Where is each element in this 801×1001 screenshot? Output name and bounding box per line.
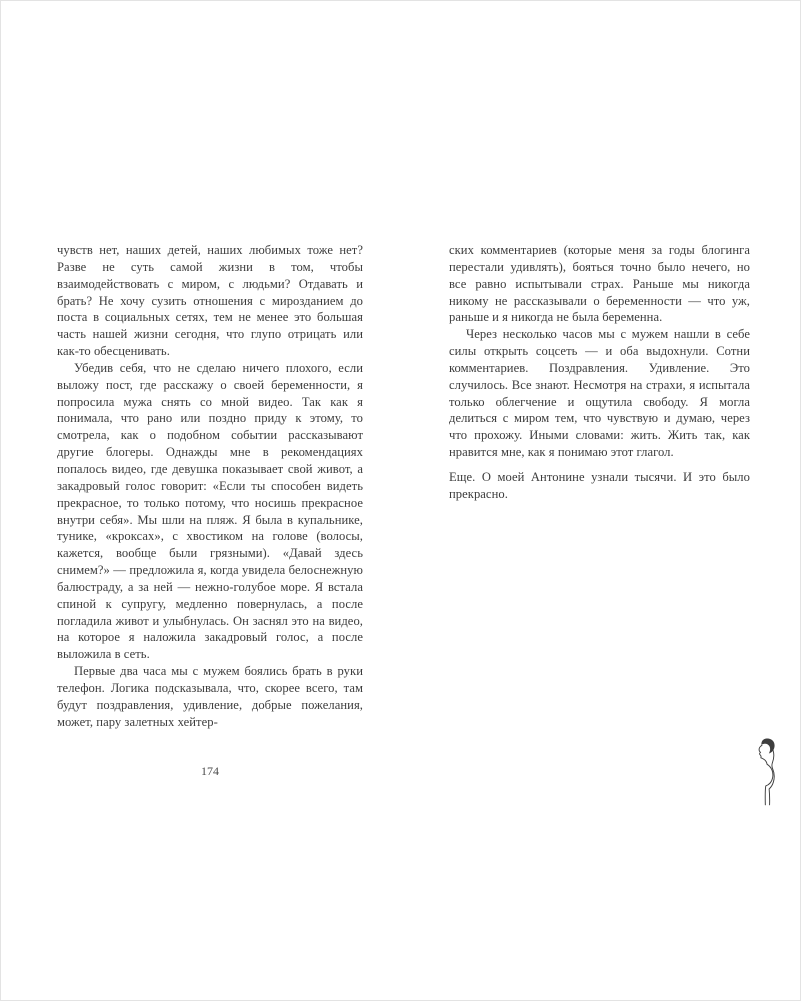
paragraph: Первые два часа мы с мужем боялись брать в руки телефон. Логика подсказывала, что, скорее всего, там будут поздравления, удивление, добрые пожелания, может, пару залетных хейтер- [57,664,363,729]
paragraph: Убедив себя, что не сделаю ничего плохого, если выложу пост, где расскажу о своей беременности, я попросила мужа снять со мной видео. Так как я понимала, что рано или поздно приду к этому, то смотрела, как о подобном событии рассказывают другие блогеры. Однажды мне в рекомендациях попалось видео, где девушка показывает свой живот, а закадровый голос говорит: «Если ты способен видеть прекрасное, то только потому, что носишь прекрасное внутри себя». Мы шли на пляж. Я была в купальнике, тунике, «кроксах», с хвостиком на голове (волосы, кажется, вообще были грязными). «Давай здесь снимем?» — предложила я, когда увидела белоснежную балюстраду, а за ней — нежно-голубое море. Я встала спиной к супругу, медленно повернулась, а после погладила живот и улыбнулась. Он заснял это на видео, на которое я наложила закадровый голос, а после выложила в сеть. [57,360,363,662]
left-page-text [57,242,363,730]
paragraph: чувств нет, наших детей, наших любимых тоже нет? Разве не суть самой жизни в том, чтобы взаимодействовать с миром, с людьми? Отдавать и брать? Не хочу сузить отношения с мирозданием до поста в социальных сетях, тем не менее это большая часть нашей жизни сегодня, что глупо отрицать или как-то обесценивать. [57,243,363,359]
paragraph: Через несколько часов мы с мужем нашли в себе силы открыть соцсеть — и оба выдохнули. Сотни комментариев. Поздравления. Удивление. Это случилось. Все знают. Несмотря на страхи, я испытала только облегчение и ощутила свободу. Я могла делиться с миром тем, что чувствую и думаю, через что прохожу. Иными словами: жить. Жить так, как нравится мне, как я понимаю этот глагол. [449,327,750,460]
page-number: 174 [201,764,219,778]
paragraph: Еще. О моей Антонине узнали тысячи. И это было прекрасно. [449,469,750,501]
right-page-text [449,242,750,503]
paragraph: ских комментариев (которые меня за годы блогинга перестали удивлять), бояться точно было нечего, но все равно испытывали страх. Раньше мы никогда никому не рассказывали о беременности — что уж, раньше и я никогда не была беременна. [449,243,750,325]
pregnant-woman-line-drawing-icon [745,737,781,807]
